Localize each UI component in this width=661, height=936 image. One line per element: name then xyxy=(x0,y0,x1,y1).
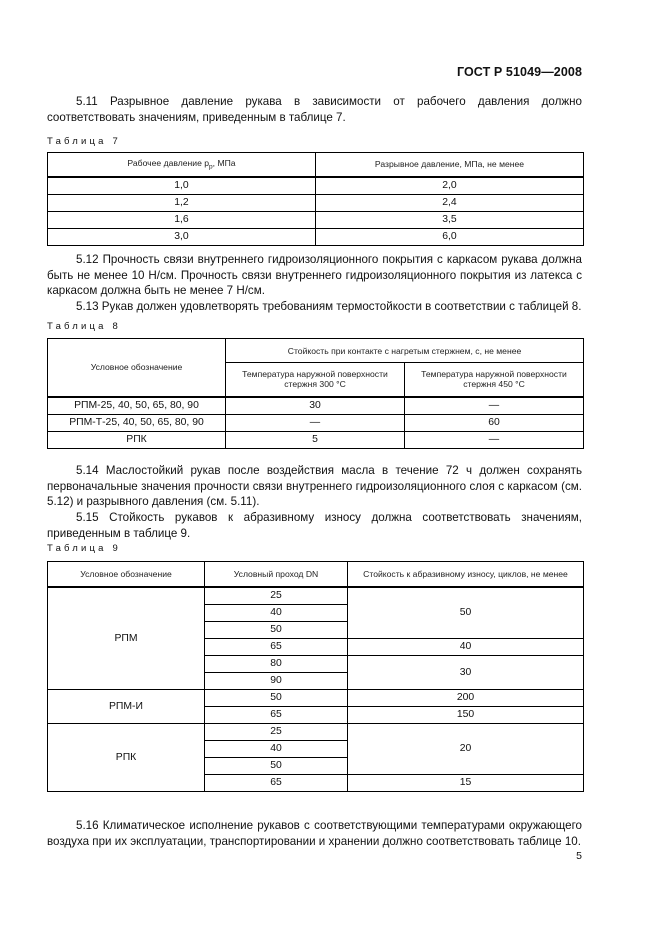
table-9-header-designation: Условное обозначение xyxy=(48,562,205,587)
paragraph-text: 5.16 Климатическое исполнение рукавов с соответствующими температурами окружающего воздуха при их эксплуатации, транспортировании и хранении должно соответствовать таблице 10. xyxy=(47,819,582,848)
table-row: 40 xyxy=(48,604,584,621)
table-7-header-burst-pressure: Разрывное давление, МПа, не менее xyxy=(316,153,584,177)
table-9 xyxy=(47,561,584,792)
table-row: 90 xyxy=(48,672,584,689)
paragraph-text: 5.13 Рукав должен удовлетворять требованиям термостойкости в соответствии с таблицей 8. xyxy=(76,300,582,313)
paragraph-text: 5.11 Разрывное давление рукава в зависимости от рабочего давления должно соответствовать значениям, приведенным в таблице 7. xyxy=(47,95,582,124)
paragraph-5-11 xyxy=(47,94,582,125)
paragraph-text: 5.15 Стойкость рукавов к абразивному износу должна соответствовать значениям, приведенным в таблице 9. xyxy=(47,511,582,540)
paragraph-5-13 xyxy=(47,299,582,315)
document-header-id: ГОСТ Р 51049—2008 xyxy=(456,65,582,79)
table-row: 65 150 xyxy=(48,706,584,723)
table-9-header-dn: Условный проход DN xyxy=(205,562,348,587)
table-row: 50 xyxy=(48,757,584,774)
table-8-header-450c: Температура наружной поверхности стержня 450 °С xyxy=(405,363,584,397)
table-9-caption: Таблица 9 xyxy=(47,543,121,554)
table-7 xyxy=(47,152,584,246)
table-row: 40 xyxy=(48,740,584,757)
table-row: 80 30 xyxy=(48,655,584,672)
paragraph-5-14 xyxy=(47,463,582,510)
paragraph-5-16 xyxy=(47,818,582,849)
table-row: РПК 5 — xyxy=(48,431,584,448)
table-8-header-designation: Условное обозначение xyxy=(48,339,226,397)
table-8-header-group: Стойкость при контакте с нагретым стержнем, с, не менее xyxy=(226,339,584,363)
table-row: РПМ-Т-25, 40, 50, 65, 80, 90 — 60 xyxy=(48,414,584,431)
table-row: 3,0 6,0 xyxy=(48,228,584,245)
paragraph-5-12 xyxy=(47,252,582,299)
table-8 xyxy=(47,338,584,449)
table-7-header-working-pressure: Рабочее давление $p_р$, МПа xyxy=(48,153,316,177)
table-8-header-300c: Температура наружной поверхности стержня 300 °С xyxy=(226,363,405,397)
table-row: 1,2 2,4 xyxy=(48,194,584,211)
table-row: 1,0 2,0 xyxy=(48,177,584,195)
paragraph-text: 5.12 Прочность связи внутреннего гидроизоляционного покрытия с каркасом рукава должна быть не менее 10 Н/см. Прочность связи внутреннего гидроизоляционного покрытия из латекса с каркасом должна быть не менее 7 Н/см. xyxy=(47,253,582,298)
table-row: 65 15 xyxy=(48,774,584,791)
table-row: РПК 25 20 xyxy=(48,723,584,740)
page-number: 5 xyxy=(576,850,582,862)
table-row: 1,6 3,5 xyxy=(48,211,584,228)
table-row: 50 xyxy=(48,621,584,638)
table-row: РПМ-25, 40, 50, 65, 80, 90 30 — xyxy=(48,397,584,415)
table-row: РПМ 25 50 xyxy=(48,587,584,605)
table-row: РПМ-И 50 200 xyxy=(48,689,584,706)
table-9-header-abrasion: Стойкость к абразивному износу, циклов, не менее xyxy=(348,562,584,587)
table-8-caption: Таблица 8 xyxy=(47,321,121,332)
paragraph-5-15 xyxy=(47,510,582,541)
table-row: 65 40 xyxy=(48,638,584,655)
table-7-caption: Таблица 7 xyxy=(47,136,121,147)
paragraph-text: 5.14 Маслостойкий рукав после воздействия масла в течение 72 ч должен сохранять первоначальные значения прочности связи внутреннего гидроизоляционного слоя с каркасом (см. 5.12) и разрывного давления (см. 5.11). xyxy=(47,464,582,509)
